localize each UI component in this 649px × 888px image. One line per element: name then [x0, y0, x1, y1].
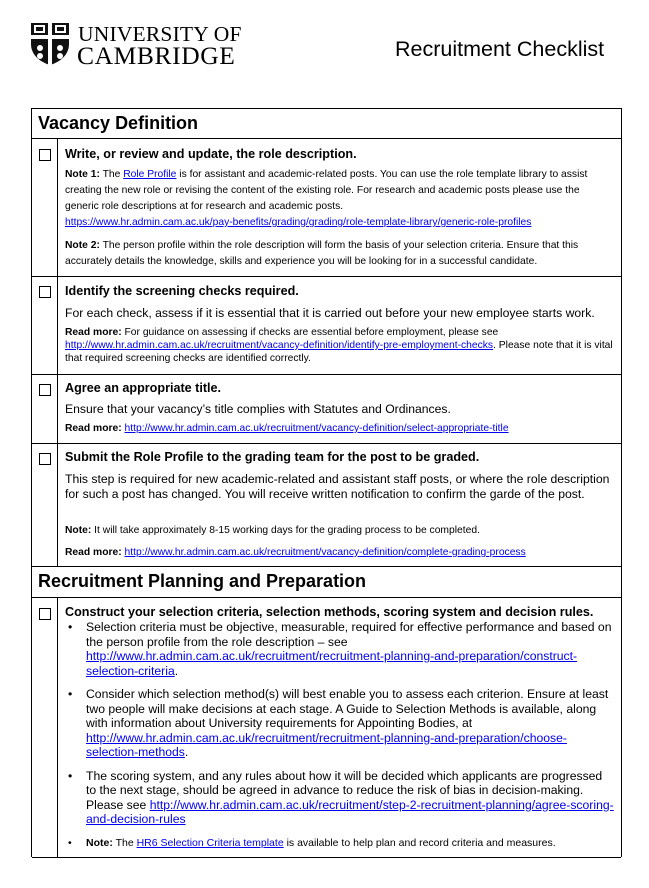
checklist-row	[32, 374, 621, 444]
checklist-row	[32, 276, 621, 375]
row-title: Agree an appropriate title.	[65, 381, 222, 395]
url-link[interactable]: http://www.hr.admin.cam.ac.uk/recruitment/vacancy-definition/complete-grading-process	[124, 547, 526, 558]
logo-text-line1: UNIVERSITY OF	[78, 22, 242, 46]
list-item: • The scoring system, and any rules about how it will be decided which applicants are progressed to the next stage, should be agreed in advance to reduce the risk of bias in decision-making. Please see http://www.hr.admin.cam.ac.uk/recruitment/step-2-recruitment-planning/agree-scoring-and-decision-rules	[68, 768, 614, 826]
checkbox[interactable]	[39, 453, 51, 465]
url-link[interactable]: http://www.hr.admin.cam.ac.uk/recruitment/recruitment-planning-and-preparation/choose-selection-methods	[86, 730, 567, 759]
row-text: For each check, assess if it is essential that it is carried out before your new employee starts work.	[65, 306, 595, 320]
read-more-paragraph: Read more: For guidance on assessing if checks are essential before employment, please see http://www.hr.admin.cam.ac.uk/recruitment/vacancy-definition/identify-pre-employment-checks. Please note that it is vital that required screening checks are identified correctly.	[65, 327, 613, 364]
note-paragraph: Note: It will take approximately 8-15 working days for the grading process to be completed.	[65, 525, 480, 536]
checklist-row	[32, 139, 621, 277]
checkbox[interactable]	[39, 149, 51, 161]
url-link[interactable]: http://www.hr.admin.cam.ac.uk/recruitment/vacancy-definition/select-appropriate-title	[124, 423, 509, 434]
row-title: Submit the Role Profile to the grading team for the post to be graded.	[65, 450, 480, 464]
role-profile-link[interactable]: Role Profile	[123, 169, 177, 180]
checklist-table	[31, 108, 622, 857]
logo-text-line2: CAMBRIDGE	[77, 41, 236, 70]
note-paragraph: Note 2: The person profile within the role description will form the basis of your selection criteria. Ensure that this accurately details the knowledge, skills and experience you will be looking for in a successful candidate.	[65, 240, 579, 267]
document-title: Recruitment Checklist	[395, 37, 605, 61]
read-more-paragraph: Read more: http://www.hr.admin.cam.ac.uk/recruitment/vacancy-definition/select-appropriate-title	[65, 423, 509, 434]
university-logo	[30, 22, 240, 68]
row-title: Identify the screening checks required.	[65, 284, 299, 298]
coat-of-arms-icon	[30, 22, 70, 66]
hr6-template-link[interactable]: HR6 Selection Criteria template	[136, 836, 284, 849]
bullet-list	[65, 620, 615, 850]
checkbox[interactable]	[39, 286, 51, 298]
checkbox[interactable]	[39, 384, 51, 396]
list-item: • Consider which selection method(s) will best enable you to assess each criterion. Ensure at least two people will make decisions at each stage. A Guide to Selection Methods is available, along with information about University requirements for Appointing Bodies, at http://www.hr.admin.cam.ac.uk/recruitment/recruitment-planning-and-preparation/choose-selection-methods.	[68, 687, 609, 759]
list-item: • Note: The HR6 Selection Criteria template is available to help plan and record criteria and measures.	[68, 836, 556, 849]
url-link[interactable]: http://www.hr.admin.cam.ac.uk/recruitment/vacancy-definition/identify-pre-employment-checks	[65, 340, 494, 351]
row-text: Ensure that your vacancy’s title complies with Statutes and Ordinances.	[65, 402, 451, 416]
note-paragraph: Note 1: The Role Profile is for assistant and academic-related posts. You can use the role template library to assist creating the new role or revising the content of the existing role. For research and academic posts please use the generic role descriptions at for research and academic posts. https://www.hr.admin.cam.ac.uk/pay-benefits/grading/grading/role-template-library/generic-role-profiles	[65, 169, 588, 228]
row-title: Construct your selection criteria, selection methods, scoring system and decision rules.	[65, 605, 594, 619]
url-link[interactable]: http://www.hr.admin.cam.ac.uk/recruitment/recruitment-planning-and-preparation/construct-selection-criteria	[86, 649, 578, 678]
list-item: • Selection criteria must be objective, measurable, required for effective performance and based on the person profile from the role description – see http://www.hr.admin.cam.ac.uk/recruitment/recruitment-planning-and-preparation/construct-selection-criteria.	[68, 620, 612, 678]
row-title: Write, or review and update, the role description.	[65, 147, 357, 161]
url-link[interactable]: https://www.hr.admin.cam.ac.uk/pay-benefits/grading/grading/role-template-library/generic-role-profiles	[65, 217, 532, 228]
read-more-paragraph: Read more: http://www.hr.admin.cam.ac.uk/recruitment/vacancy-definition/complete-grading-process	[65, 547, 526, 558]
checklist-row	[32, 598, 621, 858]
row-text: This step is required for new academic-related and assistant staff posts, or where the role description for such a post has changed. You will receive written notification to confirm the garde of the post.	[65, 472, 610, 501]
checklist-row	[32, 443, 621, 567]
section-heading-recruitment-planning: Recruitment Planning and Preparation	[32, 566, 621, 598]
checkbox[interactable]	[39, 608, 51, 620]
section-heading-vacancy-definition: Vacancy Definition	[32, 109, 621, 139]
url-link[interactable]: http://www.hr.admin.cam.ac.uk/recruitment/step-2-recruitment-planning/agree-scoring-and-decision-rules	[86, 797, 614, 826]
